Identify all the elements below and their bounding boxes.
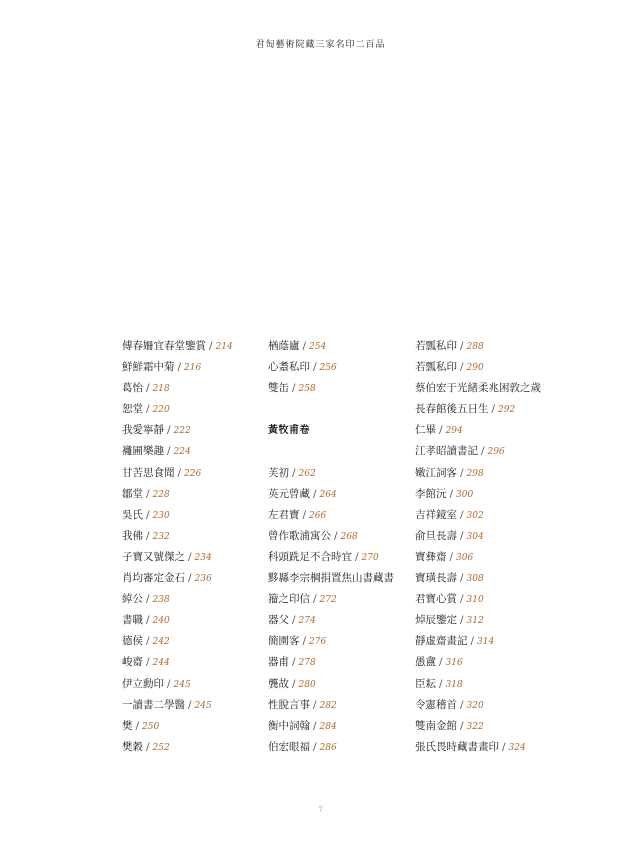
toc-separator: / [188, 572, 192, 585]
toc-entry-title: 心耋私印 [268, 361, 310, 374]
toc-entry-title: 傅春姍宜春堂鑒賞 [122, 340, 206, 352]
toc-entry-title: 樊 [122, 719, 133, 732]
toc-entry-title: 俞旦長壽 [415, 529, 457, 542]
toc-entry-title: 器甫 [268, 656, 289, 669]
toc-page-number: 296 [487, 447, 505, 458]
toc-entry-title: 臣耘 [415, 677, 436, 690]
toc-entry [415, 589, 575, 610]
toc-entry-title: 令憲稽首 [415, 698, 457, 711]
toc-entry [122, 674, 292, 695]
toc-page-number: 268 [340, 531, 358, 542]
toc-separator: / [167, 445, 171, 458]
toc-entry-title: 吉祥鏡室 [415, 508, 457, 521]
toc-page-number: 252 [152, 742, 170, 753]
toc-separator: / [355, 550, 359, 563]
toc-entry-title: 伊立勳印 [122, 677, 164, 690]
toc-entry-title: 若瓢私印 [415, 340, 457, 352]
toc-page-number: 314 [477, 637, 495, 648]
toc-page-number: 272 [319, 595, 337, 606]
toc-separator: / [292, 677, 296, 690]
toc-page-number: 310 [466, 595, 484, 606]
toc-entry [415, 674, 575, 695]
toc-separator: / [313, 593, 317, 606]
toc-entry [415, 463, 575, 484]
toc-entry-title: 肖均審定金石 [122, 572, 185, 585]
toc-separator: / [460, 340, 464, 352]
toc-entry [268, 674, 438, 695]
toc-entry-title: 德侯 [122, 635, 143, 648]
toc-entry [268, 652, 438, 673]
toc-separator: / [302, 635, 307, 648]
toc-entry [122, 631, 292, 652]
toc-column-3 [415, 336, 575, 758]
toc-page-number: 250 [142, 721, 160, 732]
toc-page-number: 256 [319, 363, 337, 374]
toc-separator: / [177, 466, 182, 479]
toc-entry [122, 737, 292, 758]
toc-page-number: 316 [445, 658, 463, 669]
toc-entry-title: 黟縣李宗棡捐置焦山書藏書 [268, 572, 394, 585]
toc-separator: / [470, 635, 475, 648]
toc-separator: / [188, 550, 192, 563]
toc-entry [268, 357, 438, 378]
toc-entry [415, 420, 575, 441]
toc-page-number: 276 [309, 637, 327, 648]
toc-page-number: 294 [445, 426, 463, 437]
toc-page-number: 280 [298, 679, 316, 690]
toc-spacer [268, 399, 438, 420]
toc-entry-title: 龔故 [268, 677, 289, 690]
toc-page-number: 244 [152, 658, 170, 669]
toc-separator: / [146, 656, 150, 669]
toc-page-number: 312 [466, 616, 484, 627]
toc-entry-title: 蔡伯宏于光緒柔兆困敦之歲 [415, 382, 541, 395]
toc-entry-title: 寶璜長壽 [415, 572, 457, 585]
toc-page-number: 214 [215, 342, 233, 352]
toc-separator: / [292, 656, 296, 669]
toc-page-number: 242 [152, 637, 170, 648]
toc-entry-title: 雙缶 [268, 382, 289, 395]
toc-entry-title: 一讀書二學醫 [122, 698, 185, 711]
toc-page-number: 274 [298, 616, 316, 627]
toc-separator: / [460, 361, 464, 374]
toc-entry [268, 463, 438, 484]
toc-page-number: 292 [498, 405, 516, 416]
page-number: 7 [318, 806, 323, 814]
toc-page-number: 254 [309, 342, 327, 352]
toc-page-number: 288 [466, 342, 484, 352]
toc-entry [268, 505, 438, 526]
toc-page-number: 320 [466, 700, 484, 711]
toc-entry [268, 589, 438, 610]
toc-entry-title: 君寶心賞 [415, 593, 457, 606]
toc-entry-title: 芙初 [268, 466, 289, 479]
toc-page-number: 284 [319, 721, 337, 732]
toc-entry [122, 568, 292, 589]
toc-separator: / [146, 635, 150, 648]
toc-entry [122, 463, 292, 484]
toc-entry-title: 若瓢私印 [415, 361, 457, 374]
toc-page-number: 306 [456, 552, 474, 563]
toc-entry [268, 716, 438, 737]
toc-entry-title: 性脫言事 [268, 698, 310, 711]
toc-entry [122, 357, 292, 378]
toc-entry [415, 357, 575, 378]
toc-entry [122, 420, 292, 441]
toc-separator: / [460, 529, 464, 542]
toc-entry [122, 695, 292, 716]
toc-entry-title: 左君寶 [268, 508, 300, 521]
toc-separator: / [146, 382, 150, 395]
toc-page-number: 236 [194, 574, 212, 585]
toc-entry [122, 378, 292, 399]
toc-entry [122, 589, 292, 610]
toc-page-number: 220 [152, 405, 170, 416]
toc-entry-title: 䙰圃樂趣 [122, 445, 164, 458]
toc-entry [268, 568, 438, 589]
toc-entry-title: 我佛 [122, 529, 143, 542]
section-heading [268, 420, 438, 441]
toc-separator: / [313, 361, 317, 374]
toc-page-number: 318 [445, 679, 463, 690]
toc-separator: / [439, 424, 443, 437]
toc-entry-title: 楢蔭廬 [268, 340, 300, 352]
toc-separator: / [460, 698, 464, 711]
toc-entry [415, 526, 575, 547]
toc-entry [268, 526, 438, 547]
toc-separator: / [146, 487, 150, 500]
toc-separator: / [491, 403, 496, 416]
toc-entry [415, 631, 575, 652]
toc-entry-title: 器父 [268, 614, 289, 627]
toc-entry [415, 568, 575, 589]
toc-entry-title: 科頭跣足不合時宜 [268, 550, 352, 563]
toc-entry [415, 716, 575, 737]
toc-entry-title: 峻齋 [122, 656, 143, 669]
toc-page-number: 224 [173, 447, 191, 458]
toc-entry [122, 441, 292, 462]
toc-entry-title: 仁畢 [415, 424, 436, 437]
toc-spacer [268, 441, 438, 462]
toc-entry [415, 505, 575, 526]
toc-entry-title: 雙南金館 [415, 719, 457, 732]
toc-entry-title: 寶彝齋 [415, 550, 447, 563]
toc-entry-title: 衡中詞翰 [268, 719, 310, 732]
toc-separator: / [460, 466, 464, 479]
toc-separator: / [460, 508, 464, 521]
toc-entry [268, 695, 438, 716]
toc-page-number: 278 [298, 658, 316, 669]
toc-separator: / [146, 529, 150, 542]
toc-page-number: 264 [319, 489, 337, 500]
toc-entry [122, 484, 292, 505]
toc-entry [415, 695, 575, 716]
toc-page-number: 222 [173, 426, 191, 437]
toc-entry [268, 378, 438, 399]
toc-entry [415, 336, 575, 357]
toc-page-number: 232 [152, 531, 170, 542]
running-header: 君匋藝術院藏三家名印二百品 [255, 40, 386, 50]
toc-entry-title: 我愛寧靜 [122, 424, 164, 437]
toc-entry [122, 399, 292, 420]
toc-page-number: 230 [152, 510, 170, 521]
toc-entry-title: 長春館後五日生 [415, 403, 489, 416]
toc-page-number: 322 [466, 721, 484, 732]
toc-entry-title: 子寶又號傑之 [122, 550, 185, 563]
toc-entry-title: 鄒堂 [122, 487, 143, 500]
toc-page-number: 218 [152, 384, 170, 395]
toc-entry-title: 甘苦思食聞 [122, 466, 175, 479]
toc-entry-title: 嫩江詞客 [415, 466, 457, 479]
toc-entry [415, 547, 575, 568]
toc-separator: / [209, 340, 213, 352]
toc-separator: / [292, 382, 296, 395]
toc-separator: / [167, 424, 171, 437]
toc-separator: / [460, 719, 464, 732]
toc-separator: / [460, 614, 464, 627]
toc-separator: / [334, 529, 338, 542]
toc-page-number: 258 [298, 384, 316, 395]
toc-entry [415, 652, 575, 673]
toc-separator: / [292, 614, 296, 627]
toc-page-number: 308 [466, 574, 484, 585]
toc-entry-title: 江孝昭讀書記 [415, 445, 478, 458]
toc-entry-title: 綽公 [122, 593, 143, 606]
toc-entry [268, 631, 438, 652]
toc-separator: / [135, 719, 140, 732]
toc-entry-title: 葛怡 [122, 382, 143, 395]
toc-page-number: 302 [466, 510, 484, 521]
toc-entry-title: 焯辰鑒定 [415, 614, 457, 627]
toc-separator: / [146, 614, 150, 627]
toc-separator: / [313, 487, 317, 500]
toc-entry-title: 恕堂 [122, 403, 143, 416]
toc-entry [415, 737, 575, 758]
toc-separator: / [460, 593, 464, 606]
toc-page-number: 238 [152, 595, 170, 606]
toc-separator: / [146, 593, 150, 606]
toc-entry [122, 652, 292, 673]
toc-page-number: 270 [361, 552, 379, 563]
toc-separator: / [313, 719, 317, 732]
toc-entry-title: 簡園客 [268, 635, 300, 648]
toc-entry [415, 399, 575, 420]
toc-entry-title: 黃牧甫卷 [268, 425, 310, 437]
toc-page-number: 226 [184, 468, 202, 479]
toc-page-number: 298 [466, 468, 484, 479]
toc-page-number: 234 [194, 552, 212, 563]
toc-entry-title: 籀之印信 [268, 593, 310, 606]
toc-separator: / [167, 677, 171, 690]
toc-entry [122, 547, 292, 568]
toc-separator: / [460, 572, 464, 585]
toc-entry [268, 336, 438, 357]
toc-page-number: 262 [298, 468, 316, 479]
toc-entry [268, 610, 438, 631]
toc-page-number: 240 [152, 616, 170, 627]
toc-entry [268, 737, 438, 758]
toc-page-number: 245 [173, 679, 191, 690]
toc-entry [122, 336, 292, 357]
toc-separator: / [146, 508, 150, 521]
toc-page-number: 304 [466, 531, 484, 542]
toc-entry [415, 378, 575, 399]
toc-separator: / [439, 656, 443, 669]
toc-separator: / [146, 403, 150, 416]
toc-separator: / [481, 445, 485, 458]
toc-entry-title: 伯宏眼福 [268, 740, 310, 753]
toc-entry-title: 愚盦 [415, 656, 436, 669]
toc-entry-title: 曾作歌浦寓公 [268, 529, 331, 542]
toc-entry-title: 吳氏 [122, 508, 143, 521]
toc-page-number: 216 [184, 363, 202, 374]
toc-page-number: 286 [319, 742, 337, 753]
toc-entry-title: 靜虛齋畫記 [415, 635, 468, 648]
toc-separator: / [188, 698, 192, 711]
toc-separator: / [177, 361, 182, 374]
toc-separator: / [502, 740, 506, 753]
toc-entry-title: 張氏畏時藏書畫印 [415, 740, 499, 753]
toc-page-number: 290 [466, 363, 484, 374]
toc-separator: / [439, 677, 443, 690]
toc-separator: / [302, 340, 307, 352]
toc-entry [122, 610, 292, 631]
toc-entry [122, 716, 292, 737]
toc-entry [415, 441, 575, 462]
toc-entry [268, 484, 438, 505]
toc-entry [122, 505, 292, 526]
toc-separator: / [302, 508, 307, 521]
toc-column-1 [122, 336, 292, 758]
toc-separator: / [146, 740, 150, 753]
toc-page-number: 266 [309, 510, 327, 521]
toc-entry-title: 李館沅 [415, 487, 447, 500]
toc-entry-title: 書職 [122, 614, 143, 627]
toc-page-number: 324 [508, 742, 526, 753]
toc-entry-title: 鮮鮮霜中菊 [122, 361, 175, 374]
toc-entry [268, 547, 438, 568]
toc-page-number: 245 [194, 700, 212, 711]
toc-separator: / [292, 466, 296, 479]
toc-entry [122, 526, 292, 547]
toc-page-number: 282 [319, 700, 337, 711]
toc-separator: / [313, 740, 317, 753]
toc-page-number: 228 [152, 489, 170, 500]
toc-separator: / [449, 550, 454, 563]
toc-entry [415, 610, 575, 631]
toc-separator: / [313, 698, 317, 711]
toc-column-2 [268, 336, 438, 758]
toc-entry-title: 樊穀 [122, 740, 143, 753]
toc-page-number: 300 [456, 489, 474, 500]
toc-entry [415, 484, 575, 505]
toc-entry-title: 英元曾藏 [268, 487, 310, 500]
toc-separator: / [449, 487, 454, 500]
